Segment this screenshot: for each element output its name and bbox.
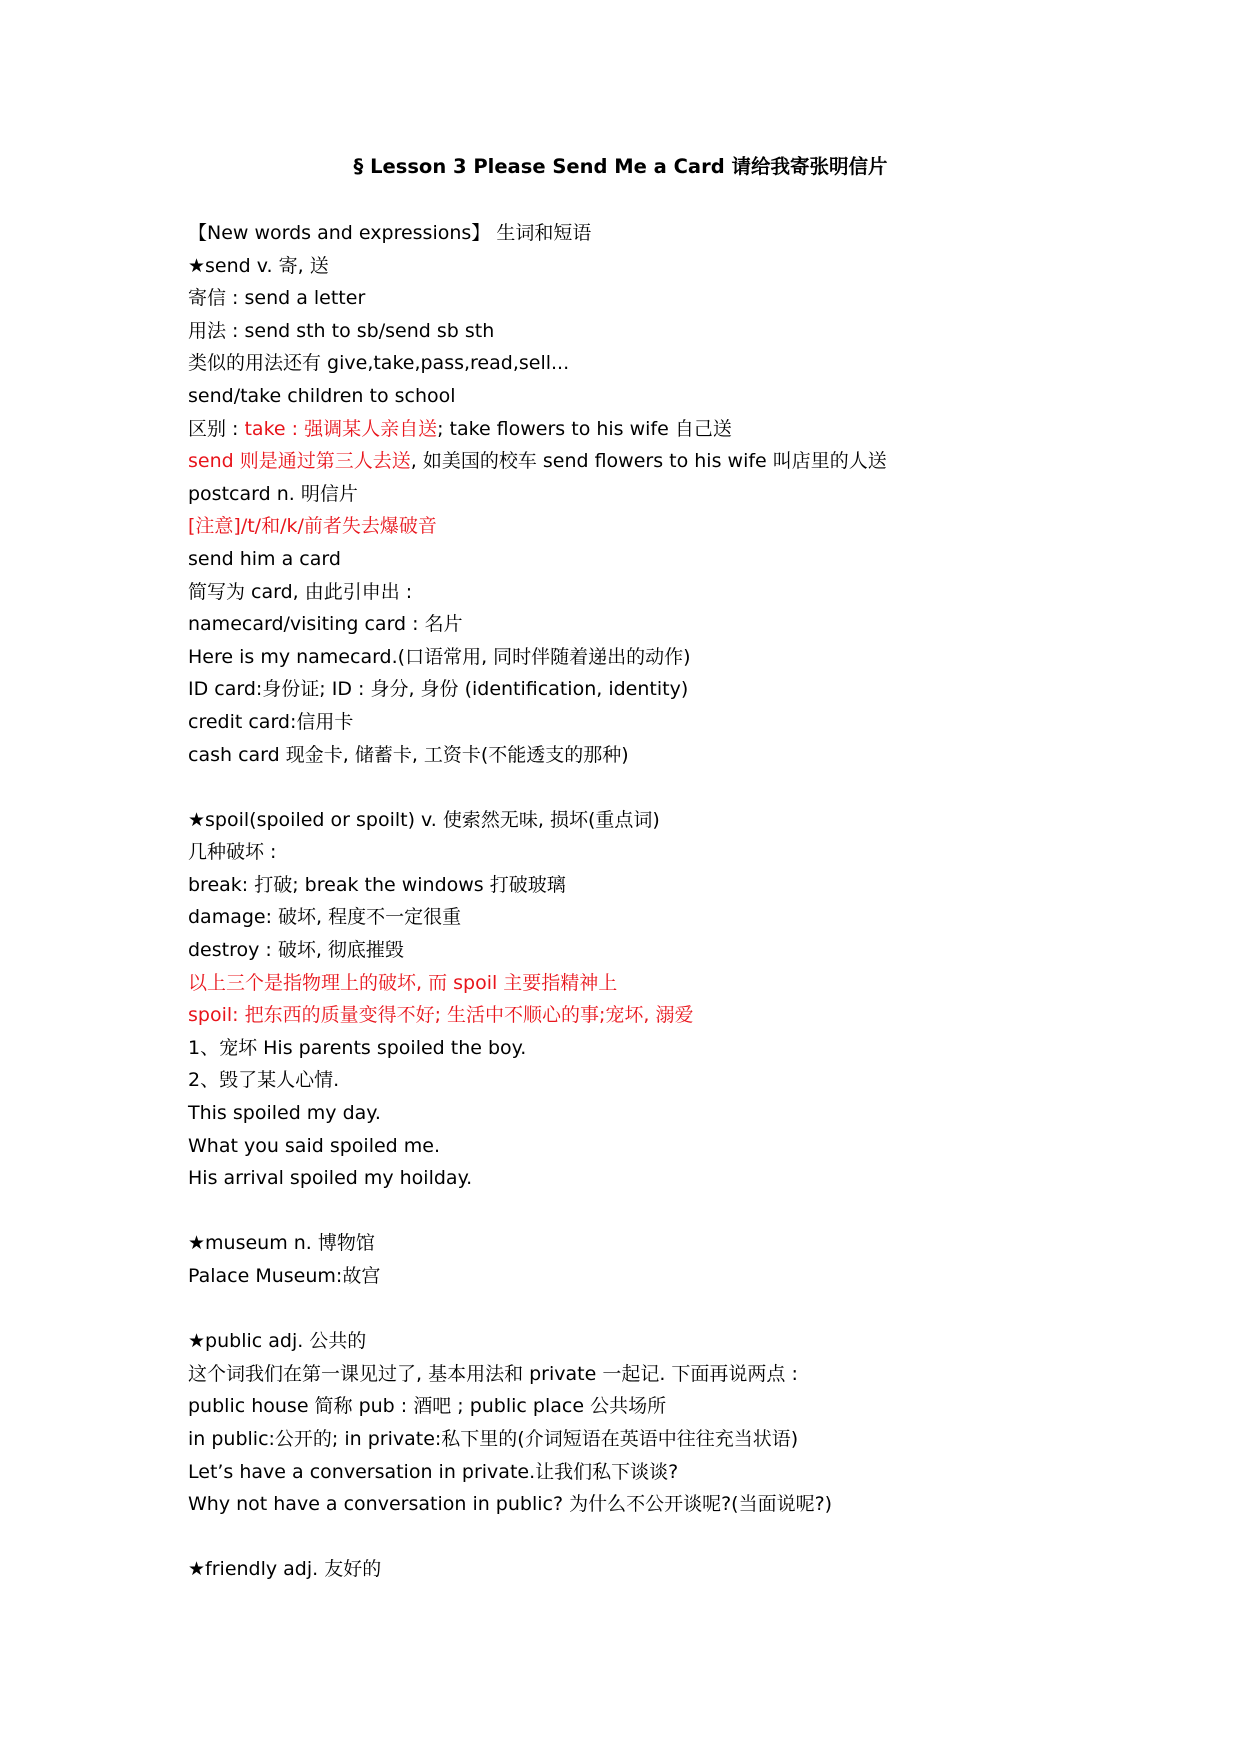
note-text: send/take children to school xyxy=(188,384,456,407)
highlighted-text: 以上三个是指物理上的破坏, 而 spoil 主要指精神上 xyxy=(188,971,618,994)
note-text: Why not have a conversation in public? 为什么不公开谈呢?(当面说呢?) xyxy=(188,1493,833,1516)
note-line xyxy=(188,1130,1188,1163)
note-line xyxy=(188,673,1188,706)
note-line xyxy=(188,901,1188,934)
note-text: destroy : 破坏, 彻底摧毁 xyxy=(188,939,404,962)
note-text: public house 简称 pub : 酒吧 ; public place 公共场所 xyxy=(188,1395,667,1418)
note-text: namecard/visiting card : 名片 xyxy=(188,613,463,636)
note-line xyxy=(188,641,1188,674)
note-text: This spoiled my day. xyxy=(188,1102,381,1125)
note-line xyxy=(188,1064,1188,1097)
note-text: 2、毁了某人心情. xyxy=(188,1069,340,1092)
note-text: break: 打破; break the windows 打破玻璃 xyxy=(188,873,566,896)
note-line xyxy=(188,510,1188,543)
note-line xyxy=(188,347,1188,380)
note-line xyxy=(188,836,1188,869)
note-line xyxy=(188,478,1188,511)
note-line xyxy=(188,804,1188,837)
note-line xyxy=(188,967,1188,1000)
note-line xyxy=(188,1162,1188,1195)
note-text: 简写为 card, 由此引申出 : xyxy=(188,580,413,603)
note-text: 这个词我们在第一课见过了, 基本用法和 private 一起记. 下面再说两点 : xyxy=(188,1362,798,1385)
highlighted-text: take : 强调某人亲自送 xyxy=(244,417,438,440)
note-line xyxy=(188,315,1188,348)
note-line xyxy=(188,706,1188,739)
note-line xyxy=(188,543,1188,576)
note-line xyxy=(188,1456,1188,1489)
note-text: ID card:身份证; ID : 身分, 身份 (identification, identity) xyxy=(188,678,689,701)
note-text: ★spoil(spoiled or spoilt) v. 使索然无味, 损坏(重点词) xyxy=(188,808,660,831)
highlighted-text: [注意]/t/和/k/前者失去爆破音 xyxy=(188,515,437,538)
note-line xyxy=(188,739,1188,772)
note-line xyxy=(188,1260,1188,1293)
lesson-title: § Lesson 3 Please Send Me a Card 请给我寄张明信片 xyxy=(353,155,888,178)
blank-line xyxy=(188,1521,1188,1554)
note-text: 用法 : send sth to sb/send sb sth xyxy=(188,319,495,342)
note-text: ★send v. 寄, 送 xyxy=(188,254,329,277)
note-line xyxy=(188,380,1188,413)
note-text: 【New words and expressions】 生词和短语 xyxy=(188,222,592,244)
note-line xyxy=(188,1097,1188,1130)
note-text: send him a card xyxy=(188,547,341,570)
note-line xyxy=(188,250,1188,283)
note-line xyxy=(188,1358,1188,1391)
note-text: cash card 现金卡, 储蓄卡, 工资卡(不能透支的那种) xyxy=(188,743,629,766)
note-text: 类似的用法还有 give,take,pass,read,sell... xyxy=(188,352,570,375)
note-line xyxy=(188,445,1188,478)
note-text: credit card:信用卡 xyxy=(188,710,354,733)
note-line xyxy=(188,999,1188,1032)
note-line xyxy=(188,1325,1188,1358)
note-line xyxy=(188,413,1188,446)
note-line xyxy=(188,282,1188,315)
note-line xyxy=(188,1488,1188,1521)
note-line xyxy=(188,1423,1188,1456)
note-text: ★friendly adj. 友好的 xyxy=(188,1558,382,1581)
note-line xyxy=(188,1390,1188,1423)
note-text: 1、宠坏 His parents spoiled the boy. xyxy=(188,1036,527,1059)
note-text: Here is my namecard.(口语常用, 同时伴随着递出的动作) xyxy=(188,645,691,668)
note-line xyxy=(188,1553,1188,1586)
note-text: What you said spoiled me. xyxy=(188,1134,441,1157)
note-text: 几种破坏 : xyxy=(188,841,277,864)
note-line xyxy=(188,608,1188,641)
note-line xyxy=(188,576,1188,609)
notes-body xyxy=(188,217,1188,1586)
note-line xyxy=(188,217,1188,250)
blank-line xyxy=(188,1195,1188,1228)
note-text: Palace Museum:故宫 xyxy=(188,1265,381,1287)
note-text: ; take flowers to his wife 自己送 xyxy=(437,417,732,440)
note-text: damage: 破坏, 程度不一定很重 xyxy=(188,906,462,929)
note-text: postcard n. 明信片 xyxy=(188,482,358,505)
note-text: ★museum n. 博物馆 xyxy=(188,1232,375,1255)
note-line xyxy=(188,934,1188,967)
note-text: His arrival spoiled my hoilday. xyxy=(188,1167,473,1190)
note-text: , 如美国的校车 send flowers to his wife 叫店里的人送 xyxy=(410,450,887,473)
note-text: ★public adj. 公共的 xyxy=(188,1330,367,1353)
blank-line xyxy=(188,1293,1188,1326)
note-text: 区别 : xyxy=(188,417,245,440)
highlighted-text: spoil: 把东西的质量变得不好; 生活中不顺心的事;宠坏, 溺爱 xyxy=(188,1004,694,1027)
note-line xyxy=(188,1227,1188,1260)
note-text: Let’s have a conversation in private.让我们私下谈谈? xyxy=(188,1460,679,1483)
highlighted-text: send 则是通过第三人去送 xyxy=(188,450,411,473)
blank-line xyxy=(188,771,1188,804)
note-line xyxy=(188,869,1188,902)
note-text: in public:公开的; in private:私下里的(介词短语在英语中往往充当状语) xyxy=(188,1427,799,1450)
note-text: 寄信 : send a letter xyxy=(188,287,366,310)
note-line xyxy=(188,1032,1188,1065)
